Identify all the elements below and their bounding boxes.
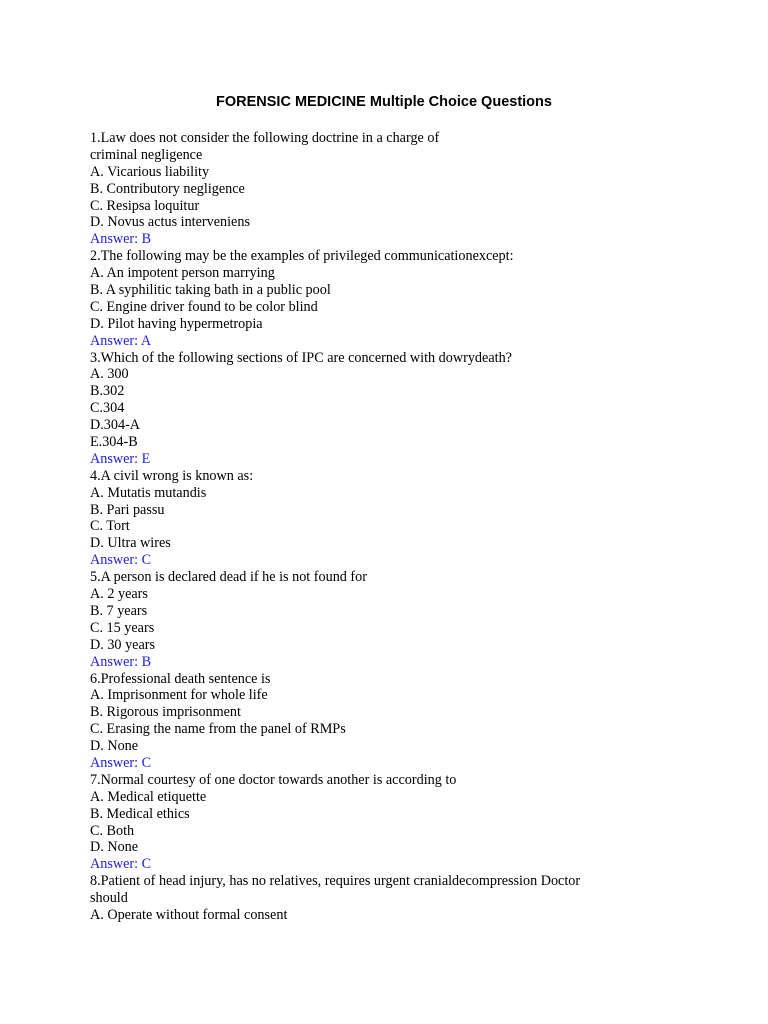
option-c: C. 15 years	[90, 619, 155, 636]
question-text: 5.A person is declared dead if he is not found for	[90, 569, 367, 586]
option-c: C.304	[90, 400, 125, 417]
question-3	[90, 350, 690, 468]
question-1	[90, 130, 690, 248]
question-text: 3.Which of the following sections of IPC are concerned with dowrydeath?	[90, 349, 512, 366]
question-text: 2.The following may be the examples of privileged communicationexcept:	[90, 248, 514, 265]
option-b: B. 7 years	[90, 602, 148, 619]
question-list	[90, 130, 690, 924]
option-d: D. Pilot having hypermetropia	[90, 315, 263, 332]
option-b: B. Contributory negligence	[90, 180, 245, 197]
option-b: B. Pari passu	[90, 501, 165, 518]
question-5	[90, 569, 690, 670]
answer-text: Answer: C	[90, 754, 152, 771]
question-text: criminal negligence	[90, 146, 203, 163]
question-8	[90, 873, 690, 924]
option-b: B.302	[90, 383, 125, 400]
question-text: 6.Professional death sentence is	[90, 670, 271, 687]
answer-text: Answer: E	[90, 450, 151, 467]
option-d: D. None	[90, 839, 139, 856]
answer-text: Answer: C	[90, 856, 152, 873]
option-d: D. 30 years	[90, 636, 156, 653]
option-d: D.304-A	[90, 417, 141, 434]
question-text: 8.Patient of head injury, has no relatives, requires urgent cranialdecompression Doctor	[90, 873, 581, 890]
option-a: A. Medical etiquette	[90, 788, 207, 805]
answer-text: Answer: B	[90, 231, 152, 248]
option-c: C. Erasing the name from the panel of RMPs	[90, 721, 346, 738]
document-title: FORENSIC MEDICINE Multiple Choice Questions	[216, 94, 552, 110]
option-a: A. Mutatis mutandis	[90, 484, 207, 501]
question-text: 1.Law does not consider the following doctrine in a charge of	[90, 130, 440, 146]
option-a: A. Operate without formal consent	[90, 906, 288, 923]
option-a: A. Vicarious liability	[90, 163, 210, 180]
answer-text: Answer: B	[90, 653, 152, 670]
option-c: C. Engine driver found to be color blind	[90, 298, 318, 315]
question-7	[90, 772, 690, 873]
question-4	[90, 468, 690, 569]
answer-text: Answer: C	[90, 552, 152, 569]
option-d: D. Novus actus interveniens	[90, 214, 250, 231]
answer-text: Answer: A	[90, 332, 152, 349]
option-a: A. 2 years	[90, 586, 148, 603]
option-c: C. Tort	[90, 518, 130, 535]
question-text: 4.A civil wrong is known as:	[90, 467, 254, 484]
option-a: A. An impotent person marrying	[90, 265, 275, 282]
question-6	[90, 671, 690, 772]
option-a: A. Imprisonment for whole life	[90, 687, 268, 704]
option-b: B. A syphilitic taking bath in a public pool	[90, 282, 331, 299]
option-d: D. Ultra wires	[90, 535, 171, 552]
option-b: B. Medical ethics	[90, 805, 190, 822]
question-2	[90, 248, 690, 349]
question-text: 7.Normal courtesy of one doctor towards another is according to	[90, 771, 457, 788]
option-d: D. None	[90, 738, 139, 755]
option-c: C. Both	[90, 822, 135, 839]
option-e: E.304-B	[90, 434, 138, 451]
option-a: A. 300	[90, 366, 129, 383]
option-c: C. Resipsa loquitur	[90, 197, 200, 214]
option-b: B. Rigorous imprisonment	[90, 704, 241, 721]
question-text: should	[90, 890, 128, 907]
